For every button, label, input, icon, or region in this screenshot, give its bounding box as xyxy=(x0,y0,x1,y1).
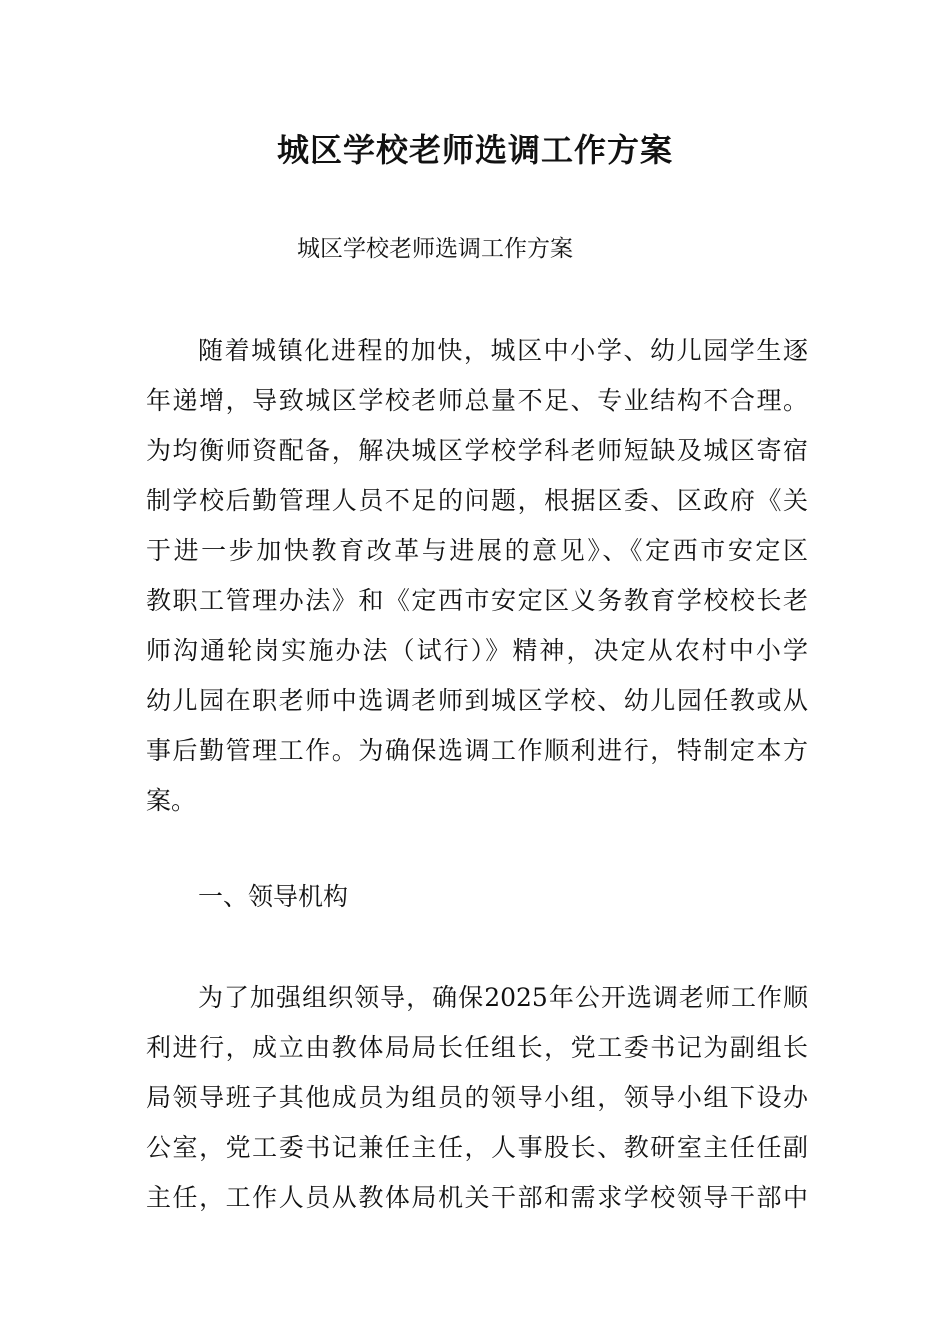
paragraph-line: 制学校后勤管理人员不足的问题，根据区委、区政府《关 xyxy=(146,486,808,515)
paragraph-intro xyxy=(146,326,808,826)
document-title: 城区学校老师选调工作方案 xyxy=(276,131,673,169)
paragraph-line: 主任，工作人员从教体局机关干部和需求学校领导干部中 xyxy=(146,1183,808,1212)
paragraph-line: 年递增，导致城区学校老师总量不足、专业结构不合理。 xyxy=(146,386,808,415)
document-subtitle: 城区学校老师选调工作方案 xyxy=(297,236,573,262)
paragraph-line: 事后勤管理工作。为确保选调工作顺利进行，特制定本方 xyxy=(146,736,808,765)
paragraph-line: 随着城镇化进程的加快，城区中小学、幼儿园学生逐 xyxy=(198,336,808,365)
paragraph-line: 为了加强组织领导，确保2025年公开选调老师工作顺 xyxy=(198,983,808,1012)
paragraph-line: 为均衡师资配备，解决城区学校学科老师短缺及城区寄宿 xyxy=(146,436,808,465)
paragraph-line: 师沟通轮岗实施办法（试行）》精神，决定从农村中小学 xyxy=(146,636,808,665)
paragraph-line: 公室，党工委书记兼任主任，人事股长、教研室主任任副 xyxy=(146,1133,808,1162)
paragraph-line: 案。 xyxy=(146,786,197,815)
paragraph-line: 幼儿园在职老师中选调老师到城区学校、幼儿园任教或从 xyxy=(146,686,808,715)
paragraph-line: 教职工管理办法》和《定西市安定区义务教育学校校长老 xyxy=(146,586,808,615)
paragraph-leadership xyxy=(146,973,808,1223)
paragraph-line: 利进行，成立由教体局局长任组长，党工委书记为副组长 xyxy=(146,1033,808,1062)
section-heading-leadership: 一、领导机构 xyxy=(198,882,349,911)
paragraph-line: 于进一步加快教育改革与进展的意见》、《定西市安定区 xyxy=(146,536,808,565)
paragraph-line: 局领导班子其他成员为组员的领导小组，领导小组下设办 xyxy=(146,1083,808,1112)
